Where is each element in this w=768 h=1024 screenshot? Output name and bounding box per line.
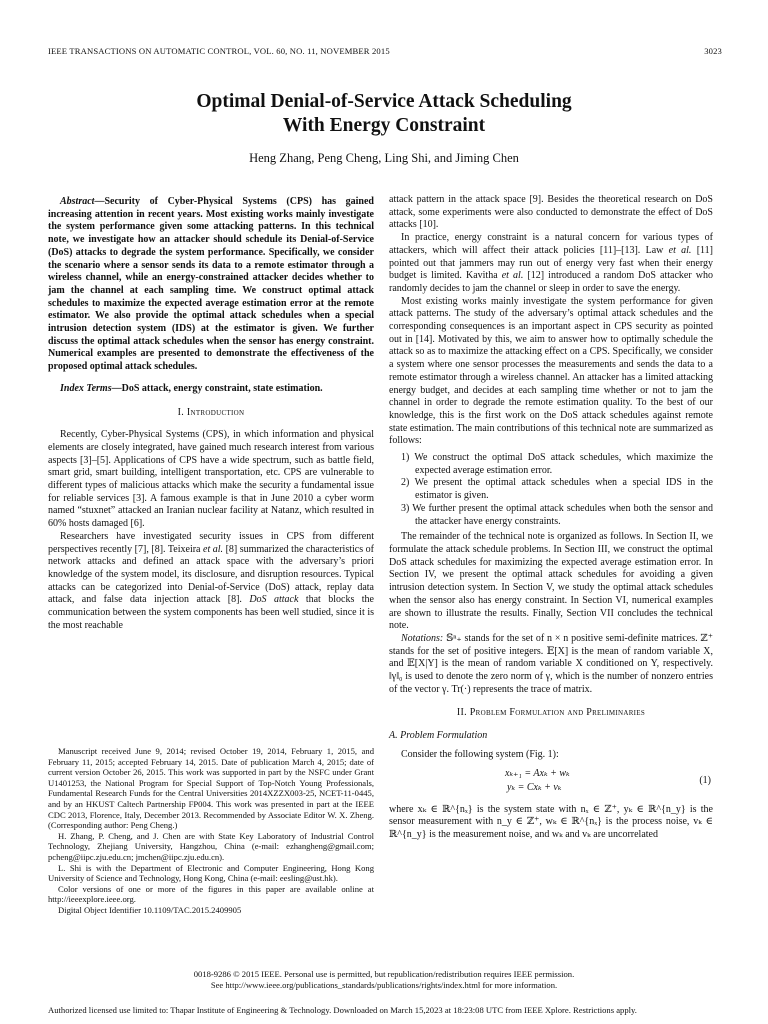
footnote-doi: Digital Object Identifier 10.1109/TAC.2015.2409905 bbox=[58, 904, 242, 915]
intro-p4-text-c: [12] introduced a random DoS attacker who randomly decides to jam the channel or sleep in order to save the energy. bbox=[389, 270, 714, 294]
intro-p4-etal-2: et al. bbox=[501, 270, 524, 282]
index-terms bbox=[48, 383, 374, 396]
notations-lead: Notations: bbox=[401, 632, 444, 644]
intro-p4-etal-1: et al. bbox=[668, 244, 692, 256]
footnote-color-versions: Color versions of one or more of the figures in this paper are available online at http://ieeexplore.ieee.org. bbox=[48, 883, 374, 905]
footnote-affiliation-hkust: L. Shi is with the Department of Electronic and Computer Engineering, Hong Kong University of Science and Technology, Hong Kong, China (e-mail: eesling@ust.hk). bbox=[48, 862, 374, 884]
intro-paragraph-4 bbox=[389, 232, 713, 296]
intro-paragraph-2 bbox=[48, 531, 374, 633]
intro-p2-text-b: [8] summarized the characteristics of network attacks and defined an attack space with the adversary’s priori knowledge of the system model, its disclosure, and disruption resources. Typical attacks can be categorized into Denial-of-Service (DoS) attack, replay data attack, and false data injection attack [8]. bbox=[48, 543, 374, 606]
section-1-heading bbox=[48, 407, 374, 420]
authorized-use-notice: Authorized licensed use limited to: Thapar Institute of Engineering & Technology. Downloaded on March 15,2023 at 18:23:08 UTC from IEEE Xplore. Restrictions apply. bbox=[48, 1005, 637, 1015]
index-terms-text: —DoS attack, energy constraint, state estimation. bbox=[111, 382, 323, 394]
intro-p2-text-c: that blocks the communication between the system components has been well studied, since it is the most reachable bbox=[48, 594, 374, 631]
copyright-line-1: 0018-9286 © 2015 IEEE. Personal use is permitted, but republication/redistribution requires IEEE permission. bbox=[193, 969, 575, 979]
page-number: 3023 bbox=[704, 46, 722, 56]
copyright-line-2: See http://www.ieee.org/publications_standards/publications/rights/index.html for more information. bbox=[210, 980, 558, 990]
intro-p2-text-a: Researchers have investigated security issues in CPS from different perspectives recently [7], [8]. Teixeira bbox=[48, 530, 374, 555]
intro-paragraph-3: attack pattern in the attack space [9]. Besides the theoretical research on DoS attack, some experiments were also conducted to demonstrate the effect of DoS attacks [10]. bbox=[389, 194, 713, 231]
left-column bbox=[48, 196, 374, 633]
running-header bbox=[48, 46, 722, 56]
subsection-heading: A. Problem Formulation bbox=[389, 730, 488, 742]
contribution-item: 3) We further present the optimal attack schedules when both the sensor and the attacker have energy constraints. bbox=[401, 502, 713, 527]
intro-p4-text-a: In practice, energy constraint is a natural concern for various types of attackers, which will affect their attack policies [11]–[13]. Law bbox=[389, 232, 713, 256]
contributions-list bbox=[389, 452, 713, 528]
title-line-1: Optimal Denial-of-Service Attack Scheduling bbox=[196, 91, 572, 112]
section-2-title: Problem Formulation and Preliminaries bbox=[469, 707, 646, 719]
abstract-text: —Security of Cyber-Physical Systems (CPS) has gained increasing attention in recent years. Most existing works mainly investigate the system performance given some attacking patterns. In this technical note, we investigate how an attacker should schedule its Denial-of-Service (DoS) attacks to degrade the system performance. Specifically, we consider the scenario where a sensor sends its data to a remote estimator through a wireless channel, while an energy-constrained attacker decides whether to jam the channel at each sampling time. We construct optimal attack schedules to maximize the expected average estimation error at the remote estimator. We also provide the optimal attack schedules when a special intrusion detection system (IDS) at the estimator is given. We further discuss the optimal attack schedules when the sensor has energy constraint. Numerical examples are presented to demonstrate the effectiveness of the proposed optimal attack schedules. bbox=[48, 196, 374, 373]
author-list: Heng Zhang, Peng Cheng, Ling Shi, and Jiming Chen bbox=[249, 151, 519, 165]
contribution-item: 2) We present the optimal attack schedules when a special IDS in the estimator is given. bbox=[401, 477, 713, 502]
title-line-2: With Energy Constraint bbox=[282, 115, 486, 136]
intro-p4-text-b: [11] pointed out that jammers may run out of energy very fast when their energy budget is limited. Kavitha bbox=[389, 244, 713, 282]
copyright-notice bbox=[0, 969, 768, 991]
intro-paragraph-6: The remainder of the technical note is organized as follows. In Section II, we formulate the attack schedule problems. In Section III, we construct the optimal DoS attack schedules for maximizing the expected average estimation error. In Section IV, we present the optimal attack schedules for avoiding a given intrusion detection system. In Section V, we study the optimal attack schedules when the sensor also has energy constraint. In Section VI, numerical examples are shown to illustrate the results. Finally, Section VII concludes the technical note. bbox=[389, 531, 713, 632]
index-terms-lead: Index Terms bbox=[60, 382, 112, 394]
abstract bbox=[48, 196, 374, 374]
section-2-heading bbox=[389, 707, 713, 720]
equation-number: (1) bbox=[699, 774, 711, 786]
intro-p2-etal: et al. bbox=[203, 543, 224, 555]
intro-paragraph-5: Most existing works mainly investigate the system performance for given attack patterns. The study of the adversary’s optimal attack schedules and the corresponding consequences is an important aspect in CPS security as pointed out in [14]. Motivated by this, we aim to answer how to optimally schedule the attack so as to maximize the attacking effect on a CPS. Specifically, we consider a system where one sensor processes the measurements and sends the data to a remote estimator through a wireless channel. An attacker has a limited attacking energy budget, and decides at each sampling time whether or not to jam the channel in order to degrade the remote estimation quality. To the best of our knowledge, this is the first work on the DoS attack schedules against remote state estimation. The main contributions of this technical note are summarized as follows: bbox=[389, 295, 713, 447]
equation-1 bbox=[389, 768, 713, 798]
equation-line-1: xₖ₊₁ = Axₖ + wₖ bbox=[505, 767, 570, 779]
footnotes bbox=[48, 746, 374, 916]
contribution-item: 1) We construct the optimal DoS attack schedules, which maximize the expected average estimation error. bbox=[401, 452, 713, 476]
equation-line-2: yₖ = Cxₖ + vₖ bbox=[507, 781, 562, 793]
abstract-lead: Abstract bbox=[60, 196, 95, 207]
intro-p2-dos-attack: DoS attack bbox=[249, 594, 299, 606]
notations-text: 𝕊ⁿ₊ stands for the set of n × n positive semi-definite matrices. ℤ⁺ stands for the set of positive integers. 𝔼[X] is the mean of random variable X, and 𝔼[X|Y] is the mean of random variable X conditioned on Y, respectively. ‖γ‖₀ is used to denote the zero norm of γ, which is the number of nonzero entries of the vector γ. Tr(·) represents the trace of matrix. bbox=[389, 632, 713, 695]
section-2-paragraph-2: where xₖ ∈ ℝ^{nₓ} is the system state with nₓ ∈ ℤ⁺, yₖ ∈ ℝ^{n_y} is the sensor measurement with n_y ∈ ℤ⁺, wₖ ∈ ℝ^{nₓ} is the process noise, vₖ ∈ ℝ^{n_y} is the measurement noise, and wₖ and vₖ are uncorrelated bbox=[389, 803, 713, 840]
intro-paragraph-1: Recently, Cyber-Physical Systems (CPS), in which information and physical elements are closely integrated, have gained much research interest from various aspects [3]–[5]. Applications of CPS have a wide spectrum, such as battle field, smart grid, smart building, intelligent transportation, etc. CPS are vulnerable to different types of malicious attacks which make the security a fundamental issue for reliable services [3]. A famous example is that in June 2010 a cyber worm named “stuxnet” attacked an Iranian nuclear facility at Natanz, which resulted in 60% hosts damaged [6]. bbox=[48, 429, 374, 530]
notations-paragraph bbox=[389, 633, 713, 697]
section-2-paragraph-1: Consider the following system (Fig. 1): bbox=[401, 748, 559, 760]
journal-name: IEEE TRANSACTIONS ON AUTOMATIC CONTROL, VOL. 60, NO. 11, NOVEMBER 2015 bbox=[48, 46, 390, 56]
section-2-numeral: II. bbox=[456, 707, 470, 719]
footnote-manuscript: Manuscript received June 9, 2014; revised October 19, 2014, February 1, 2015, and February 11, 2015; accepted February 14, 2015. Date of publication March 4, 2015; date of current version October 26, 2015. This work was supported in part by the NSFC under Grant U1401253, the National Program for Special Support of Top-Notch Young Professionals, Fundamental Research Funds for the Central Universities 2014XZZX003-25, NCET-11-0445, and by an HKUST Caltech Partnership FP004. This work was presented in part at the IEEE CDC 2013, Florence, Italy, December 2013. Recommended by Associate Editor W. X. Zheng. (Corresponding author: Peng Cheng.) bbox=[48, 746, 374, 831]
paper-title bbox=[0, 90, 768, 138]
section-1-numeral: I. bbox=[177, 406, 187, 418]
footnote-affiliation-zju: H. Zhang, P. Cheng, and J. Chen are with State Key Laboratory of Industrial Control Technology, Zhejiang University, Hangzhou, China (e-mail: ezhangheng@gmail.com; pcheng@iipc.zju.edu.cn; jmchen@iipc.zju.edu.cn). bbox=[48, 830, 374, 862]
section-1-title: Introduction bbox=[186, 406, 245, 418]
right-column bbox=[389, 194, 713, 842]
